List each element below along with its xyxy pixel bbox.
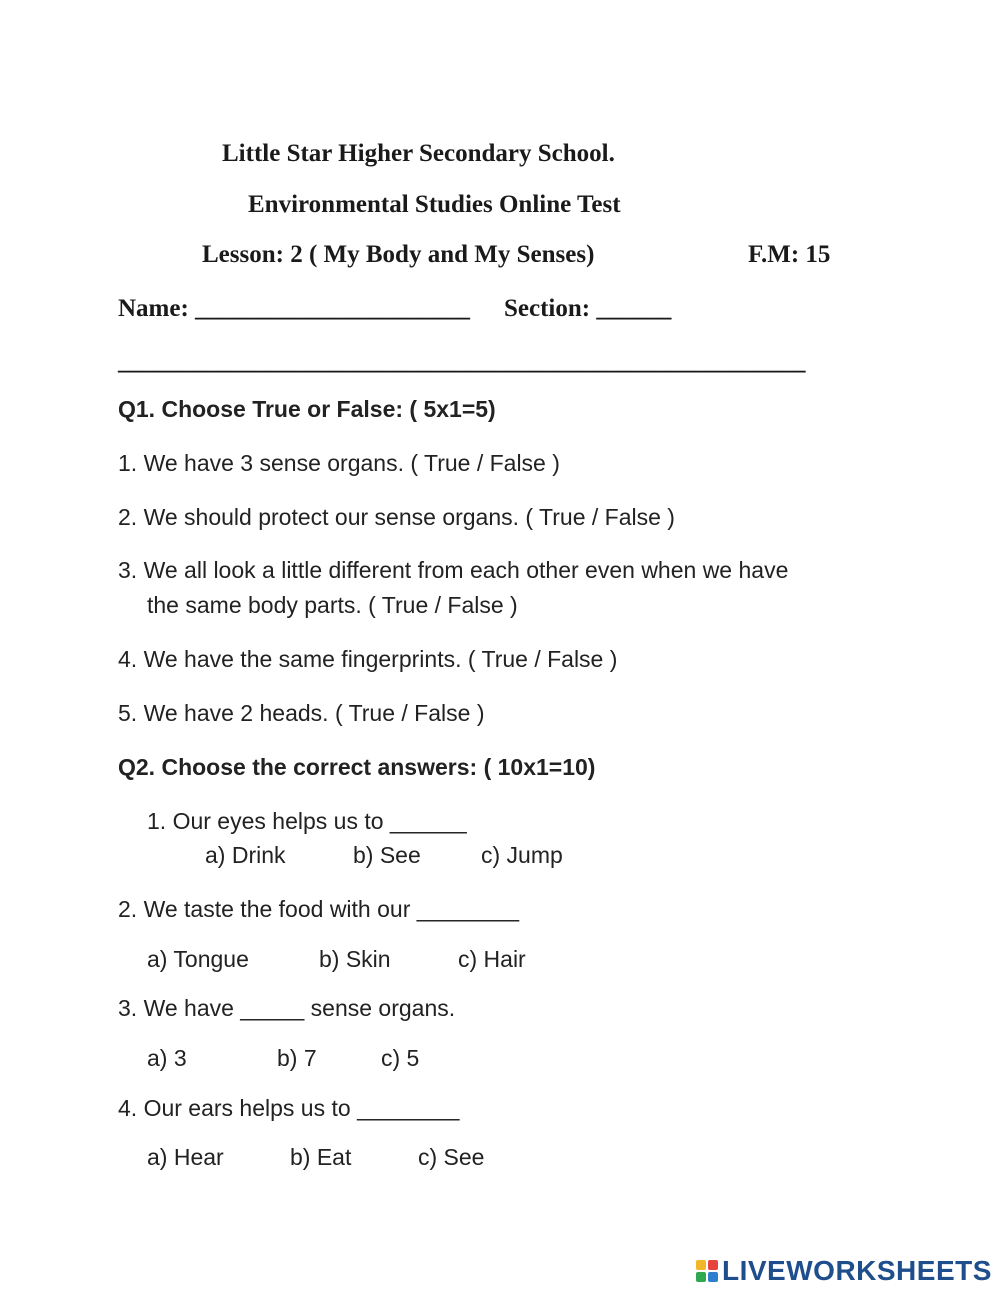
q2-q1-option-b[interactable]: b) See [353, 842, 421, 868]
q1-heading: Q1. Choose True or False: ( 5x1=5) [118, 396, 496, 422]
q2-heading: Q2. Choose the correct answers: ( 10x1=10) [118, 754, 596, 780]
test-title: Environmental Studies Online Test [248, 191, 621, 218]
q2-q4-option-b[interactable]: b) Eat [290, 1144, 352, 1170]
q2-q2-option-b[interactable]: b) Skin [319, 946, 391, 972]
q1-item-5: 5. We have 2 heads. ( True / False ) [118, 700, 485, 726]
divider-line: _______________________________________________________ [118, 348, 806, 375]
q1-item-2: 2. We should protect our sense organs. ( True / False ) [118, 504, 675, 530]
full-marks: F.M: 15 [748, 241, 831, 268]
logo-square-4 [708, 1272, 718, 1282]
logo-square-2 [708, 1260, 718, 1270]
school-name: Little Star Higher Secondary School. [222, 140, 615, 167]
q2-question-3: 3. We have _____ sense organs. [118, 995, 456, 1021]
q2-q3-option-a[interactable]: a) 3 [147, 1045, 187, 1071]
q1-item-4: 4. We have the same fingerprints. ( True / False ) [118, 646, 618, 672]
section-field[interactable]: Section: ______ [504, 295, 672, 322]
q2-q4-option-a[interactable]: a) Hear [147, 1144, 224, 1170]
liveworksheets-logo-text: LIVEWORKSHEETS [722, 1255, 992, 1286]
q2-q2-option-a[interactable]: a) Tongue [147, 946, 249, 972]
q1-item-3: 3. We all look a little different from each other even when we have [118, 557, 789, 583]
name-field[interactable]: Name: ______________________ [118, 295, 471, 322]
q2-q4-option-c[interactable]: c) See [418, 1144, 485, 1170]
q2-question-4: 4. Our ears helps us to ________ [118, 1095, 460, 1121]
q2-q1-option-c[interactable]: c) Jump [481, 842, 563, 868]
liveworksheets-logo-icon [696, 1260, 718, 1282]
q2-q3-option-b[interactable]: b) 7 [277, 1045, 317, 1071]
liveworksheets-logo [696, 1255, 992, 1287]
lesson-title: Lesson: 2 ( My Body and My Senses) [202, 241, 595, 268]
q2-q1-option-a[interactable]: a) Drink [205, 842, 286, 868]
logo-square-1 [696, 1260, 706, 1270]
logo-square-3 [696, 1272, 706, 1282]
q1-item-3-cont: the same body parts. ( True / False ) [147, 592, 518, 618]
q2-question-2: 2. We taste the food with our ________ [118, 896, 520, 922]
q2-q2-option-c[interactable]: c) Hair [458, 946, 526, 972]
q2-q3-option-c[interactable]: c) 5 [381, 1045, 420, 1071]
q2-question-1: 1. Our eyes helps us to ______ [147, 808, 467, 834]
q1-item-1: 1. We have 3 sense organs. ( True / False ) [118, 450, 560, 476]
